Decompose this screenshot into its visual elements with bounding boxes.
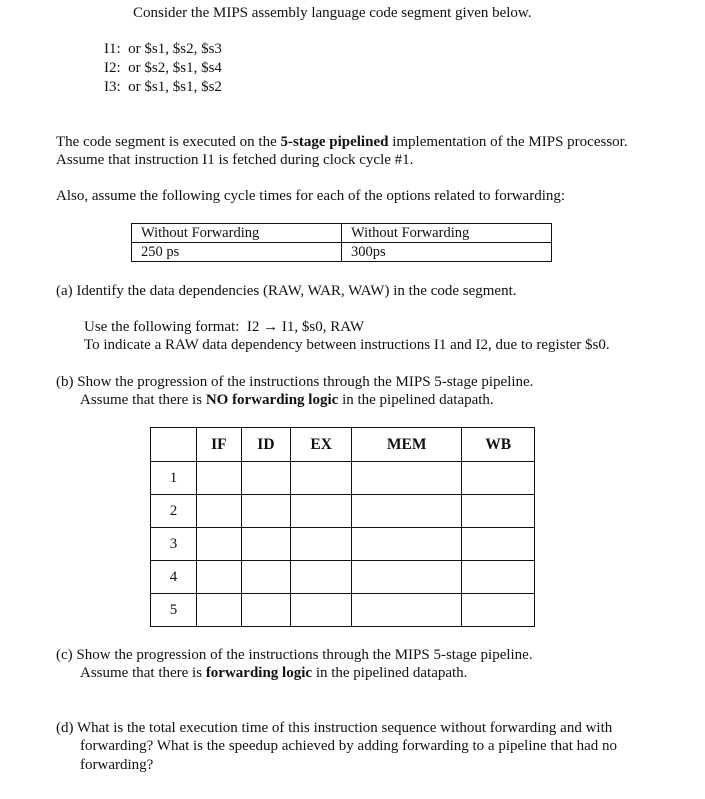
execution-text-a: The code segment is executed on the [56,134,281,150]
part-c-text-b: in the pipelined datapath. [312,665,468,681]
part-b-text-a: Assume that there is [80,392,206,408]
pipeline-cell[interactable] [291,462,352,495]
stage-if: IF [197,428,242,462]
row-number: 2 [151,495,197,528]
pipeline-cell[interactable] [352,561,462,594]
part-b-line-2 [80,391,494,409]
pipeline-cell[interactable] [197,462,242,495]
row-number: 5 [151,594,197,627]
pipeline-cell[interactable] [291,528,352,561]
cycle-header-1: Without Forwarding [132,224,342,243]
execution-text-bold: 5-stage pipelined [280,134,389,150]
part-c-line-1: (c) Show the progression of the instructions through the MIPS 5-stage pipeline. [56,647,533,663]
execution-text-b: implementation of the MIPS processor. [388,134,628,150]
pipeline-cell[interactable] [352,594,462,627]
pipeline-cell[interactable] [462,561,535,594]
pipeline-corner-cell [151,428,197,462]
cycle-time-value-row [132,243,552,262]
cycle-time-header-row [132,224,552,243]
row-number: 4 [151,561,197,594]
pipeline-cell[interactable] [462,594,535,627]
stage-id: ID [241,428,290,462]
cycle-time-table [131,223,552,262]
part-d-line-2: forwarding? What is the speedup achieved by adding forwarding to a pipeline that had no [80,738,618,754]
part-a-format: Use the following format: I2 → I1, $s0, RAW [84,319,365,335]
pipeline-cell[interactable] [241,561,290,594]
part-a-question: (a) Identify the data dependencies (RAW, WAR, WAW) in the code segment. [56,283,517,299]
stage-wb: WB [462,428,535,462]
pipeline-cell[interactable] [462,462,535,495]
execution-line-2: Assume that instruction I1 is fetched during clock cycle #1. [56,152,414,168]
table-row [151,561,535,594]
pipeline-cell[interactable] [241,462,290,495]
part-c-text-bold: forwarding logic [205,665,313,681]
table-row [151,528,535,561]
pipeline-table [150,427,535,627]
part-d-line-1: (d) What is the total execution time of this instruction sequence without forwarding and with [56,720,613,736]
instruction-i1: I1: or $s1, $s2, $s3 [104,41,222,57]
pipeline-header-row [151,428,535,462]
row-number: 1 [151,462,197,495]
pipeline-cell[interactable] [197,528,242,561]
table-row [151,495,535,528]
pipeline-cell[interactable] [462,495,535,528]
cycle-times-intro: Also, assume the following cycle times for each of the options related to forwarding: [56,188,566,204]
stage-ex: EX [291,428,352,462]
pipeline-cell[interactable] [352,495,462,528]
pipeline-cell[interactable] [241,594,290,627]
cycle-value-2: 300ps [342,243,552,262]
part-d-line-3: forwarding? [80,757,154,773]
part-b-line-1: (b) Show the progression of the instructions through the MIPS 5-stage pipeline. [56,374,534,390]
pipeline-cell[interactable] [352,528,462,561]
table-row [151,462,535,495]
part-a-explain: To indicate a RAW data dependency between instructions I1 and I2, due to register $s0. [84,337,610,353]
intro-text: Consider the MIPS assembly language code segment given below. [133,5,532,21]
pipeline-cell[interactable] [291,594,352,627]
pipeline-cell[interactable] [241,528,290,561]
part-c-text-a: Assume that there is [80,665,206,681]
instruction-i3: I3: or $s1, $s1, $s2 [104,79,222,95]
table-row [151,594,535,627]
pipeline-cell[interactable] [197,594,242,627]
instruction-i2: I2: or $s2, $s1, $s4 [104,60,222,76]
execution-line-1 [56,133,628,151]
cycle-header-2: Without Forwarding [342,224,552,243]
pipeline-cell[interactable] [197,495,242,528]
pipeline-cell[interactable] [352,462,462,495]
pipeline-cell[interactable] [291,561,352,594]
part-b-text-b: in the pipelined datapath. [338,392,494,408]
pipeline-cell[interactable] [241,495,290,528]
pipeline-cell[interactable] [197,561,242,594]
part-c-line-2 [80,664,467,682]
stage-mem: MEM [352,428,462,462]
row-number: 3 [151,528,197,561]
part-b-text-bold: NO forwarding logic [205,392,339,408]
cycle-value-1: 250 ps [132,243,342,262]
pipeline-cell[interactable] [462,528,535,561]
pipeline-cell[interactable] [291,495,352,528]
